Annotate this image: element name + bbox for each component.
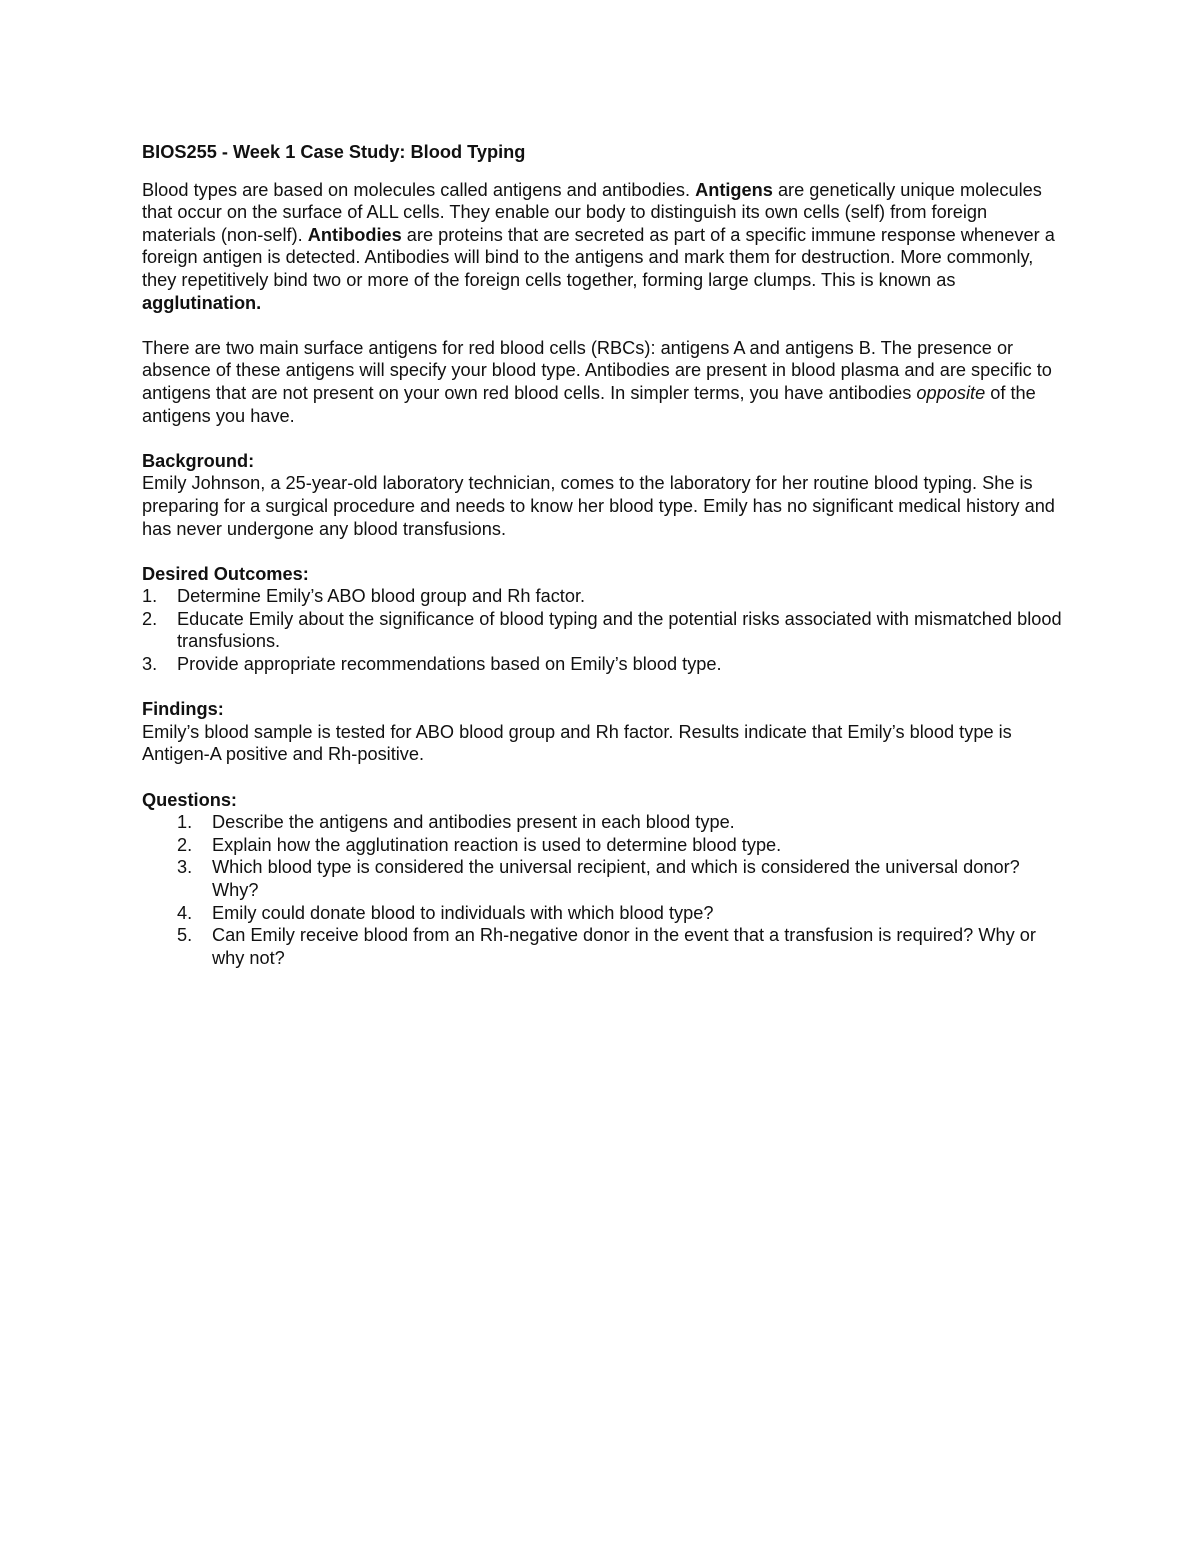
findings-section <box>142 698 1062 766</box>
outcomes-section <box>142 563 1062 676</box>
intro-text-1: Blood types are based on molecules called antigens and antibodies. <box>142 179 696 200</box>
list-item-number: 1. <box>142 586 158 607</box>
list-item-number: 2. <box>177 834 193 855</box>
list-item-text: Can Emily receive blood from an Rh-negative donor in the event that a transfusion is required? Why or why not? <box>212 925 1036 968</box>
list-item-number: 5. <box>177 925 193 946</box>
background-section <box>142 450 1062 540</box>
list-item-number: 4. <box>177 902 193 923</box>
outcomes-heading: Desired Outcomes: <box>142 563 309 584</box>
findings-heading: Findings: <box>142 699 224 720</box>
list-item-text: Emily could donate blood to individuals with which blood type? <box>212 902 714 923</box>
list-item <box>142 834 1062 857</box>
page-title: BIOS255 - Week 1 Case Study: Blood Typing <box>142 142 526 162</box>
intro-paragraph <box>142 179 1062 315</box>
list-item-number: 2. <box>142 608 158 629</box>
questions-heading: Questions: <box>142 789 237 810</box>
opposite-term: opposite <box>916 382 986 403</box>
list-item-number: 3. <box>177 857 193 878</box>
list-item <box>142 653 1062 676</box>
intro-text-2: are genetically unique molecules that occur on the surface of ALL cells. They enable our body to distinguish its own cells (self) from foreign materials (non-self). <box>142 179 1042 245</box>
list-item <box>142 585 1062 608</box>
findings-text: Emily’s blood sample is tested for ABO blood group and Rh factor. Results indicate that Emily’s blood type is Antigen-A positive and Rh-positive. <box>142 721 1012 765</box>
list-item <box>142 811 1062 834</box>
list-item-text: Provide appropriate recommendations based on Emily’s blood type. <box>177 654 722 675</box>
antigens-text-1: There are two main surface antigens for red blood cells (RBCs): antigens A and antigens B. The presence or absence of these antigens will specify your blood type. Antibodies are present in blood plasma and are specific to antigens that are not present on your own red blood cells. In simpler terms, you have antibodies <box>142 337 1052 403</box>
intro-text-3: are proteins that are secreted as part of a specific immune response whenever a foreign antigen is detected. Antibodies will bind to the antigens and mark them for destruction. More commonly, they repetitively bind two or more of the foreign cells together, forming large clumps. This is known as <box>142 224 1055 290</box>
list-item-text: Explain how the agglutination reaction is used to determine blood type. <box>212 834 782 855</box>
list-item-number: 1. <box>177 812 193 833</box>
antigens-text-2: of the antigens you have. <box>142 382 1036 426</box>
list-item-text: Educate Emily about the significance of blood typing and the potential risks associated with mismatched blood transfusions. <box>177 608 1062 652</box>
antibodies-term: Antibodies <box>307 224 402 245</box>
agglutination-term: agglutination. <box>142 292 262 313</box>
background-heading: Background: <box>142 450 255 471</box>
background-text: Emily Johnson, a 25-year-old laboratory technician, comes to the laboratory for her routine blood typing. She is preparing for a surgical procedure and needs to know her blood type. Emily has no significant medical history and has never undergone any blood transfusions. <box>142 473 1055 539</box>
list-item <box>142 856 1062 901</box>
document-body <box>142 141 1062 969</box>
antigens-paragraph <box>142 337 1062 427</box>
list-item <box>142 608 1062 653</box>
antigens-term: Antigens <box>695 179 773 200</box>
questions-list <box>142 811 1062 969</box>
list-item-number: 3. <box>142 654 158 675</box>
outcomes-list <box>142 585 1062 675</box>
list-item <box>142 924 1062 969</box>
list-item-text: Determine Emily’s ABO blood group and Rh factor. <box>177 586 586 607</box>
list-item-text: Which blood type is considered the universal recipient, and which is considered the universal donor? Why? <box>212 857 1020 900</box>
list-item <box>142 902 1062 925</box>
list-item-text: Describe the antigens and antibodies present in each blood type. <box>212 812 735 833</box>
questions-section <box>142 789 1062 970</box>
